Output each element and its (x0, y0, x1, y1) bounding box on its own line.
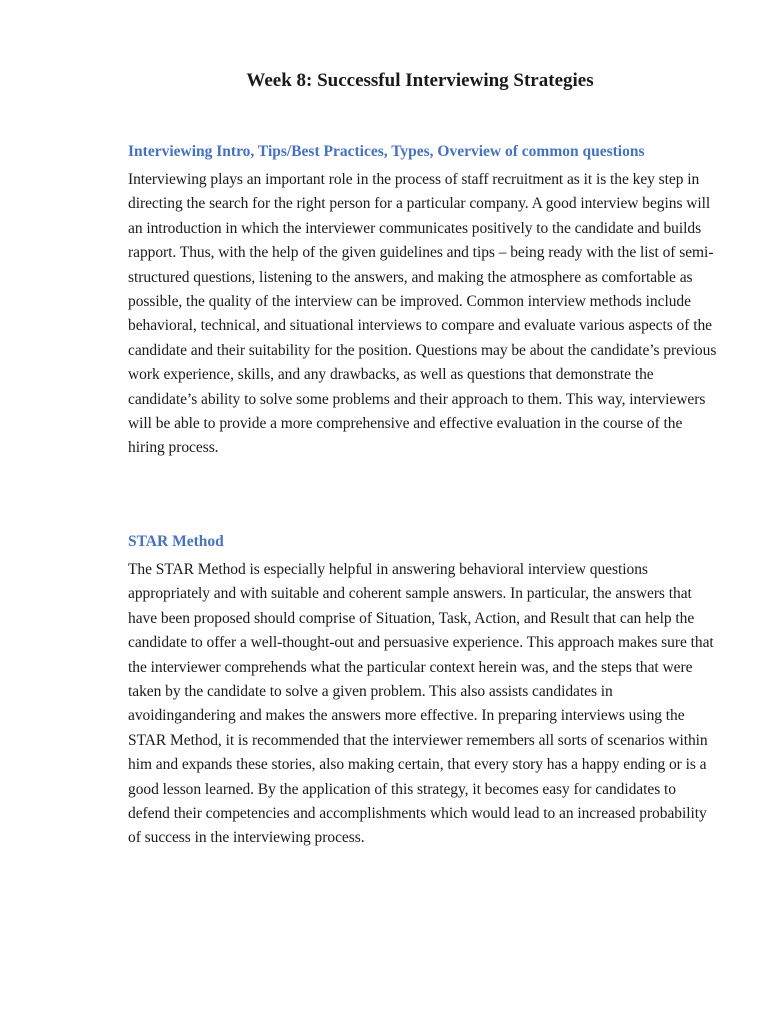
section-heading: STAR Method (128, 533, 224, 550)
section-paragraph: Interviewing plays an important role in the process of staff recruitment as it is the key step in directing the search for the right person for a particular company. A good interview begins will an introduction in which the interviewer communicates positively to the candidate and builds rapport. Thus, with the help of the given guidelines and tips – being ready with the list of semi-structured questions, listening to the answers, and making the atmosphere as comfortable as possible, the quality of the interview can be improved. Common interview methods include behavioral, technical, and situational interviews to compare and evaluate various aspects of the candidate and their suitability for the position. Questions may be about the candidate’s previous work experience, skills, and any drawbacks, as well as questions that demonstrate the candidate’s ability to solve some problems and their approach to them. This way, interviewers will be able to provide a more comprehensive and effective evaluation in the course of the hiring process. (128, 171, 717, 457)
document-title: Week 8: Successful Interviewing Strategies (246, 70, 594, 91)
section-interviewing-intro (128, 142, 718, 461)
section-star-method (128, 532, 718, 851)
section-paragraph: The STAR Method is especially helpful in answering behavioral interview questions appropriately and with suitable and coherent sample answers. In particular, the answers that have been proposed should comprise of Situation, Task, Action, and Result that can help the candidate to offer a well-thought-out and persuasive experience. This approach makes sure that the interviewer comprehends what the particular context herein was, and the steps that were taken by the candidate to solve a given problem. This also assists candidates in avoidingandering and makes the answers more effective. In preparing interviews using the STAR Method, it is recommended that the interviewer remembers all sorts of scenarios within him and expands these stories, also making certain, that every story has a happy ending or is a good lesson learned. By the application of this strategy, it becomes easy for candidates to defend their competencies and accomplishments which would lead to an increased probability of success in the interviewing process. (128, 561, 714, 847)
section-heading: Interviewing Intro, Tips/Best Practices, Types, Overview of common questions (128, 143, 645, 160)
